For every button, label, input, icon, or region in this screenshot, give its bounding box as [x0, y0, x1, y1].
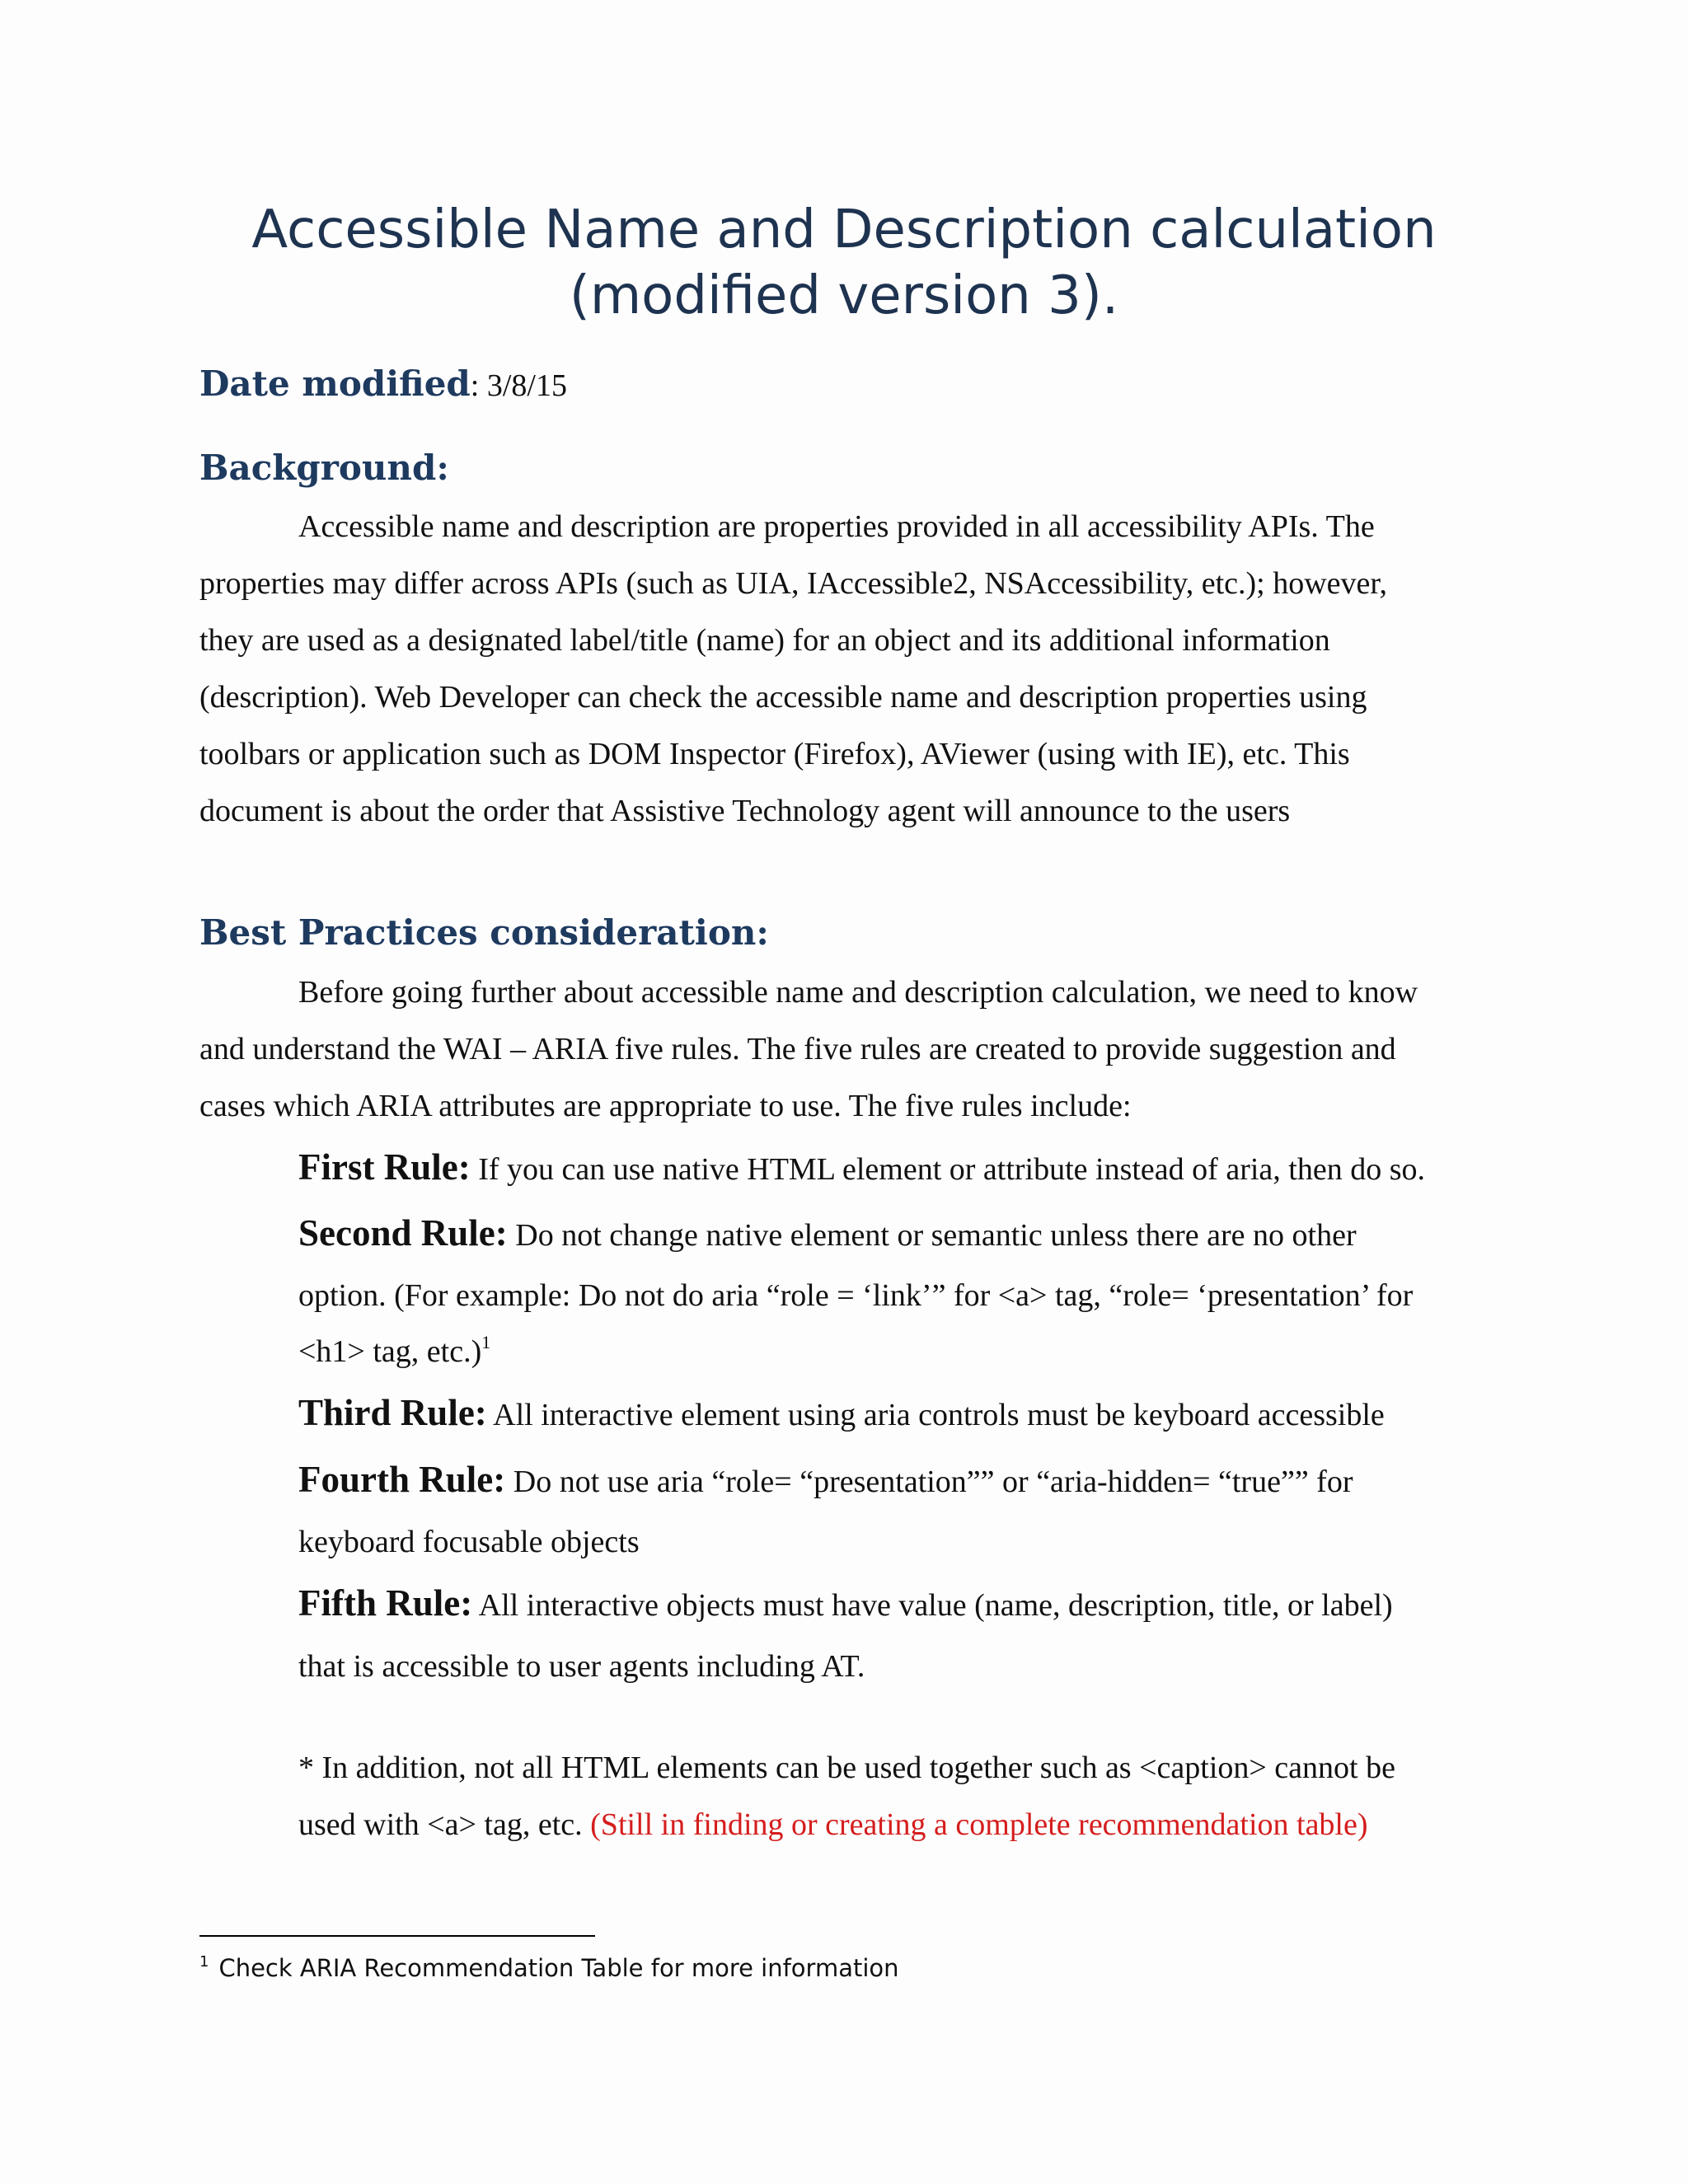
- background-line-4: (description). Web Developer can check the accessible name and description properties using: [199, 680, 1367, 715]
- date-label: Date modified: [199, 363, 471, 404]
- best-practices-line-2: and understand the WAI – ARIA five rules. The five rules are created to provide suggestion and: [199, 1032, 1396, 1066]
- note-line-1: * In addition, not all HTML elements can be used together such as <caption> cannot be: [298, 1750, 1395, 1785]
- rule-first-text: If you can use native HTML element or attribute instead of aria, then do so.: [470, 1152, 1425, 1187]
- rule-second-cont2-text: <h1> tag, etc.): [298, 1334, 482, 1369]
- footnote: [199, 1952, 899, 1985]
- rule-second-text: Do not change native element or semantic unless there are no other: [507, 1218, 1357, 1253]
- rule-second-name: Second Rule:: [298, 1212, 508, 1254]
- rule-first: [298, 1147, 1425, 1189]
- rule-second-continuation-1: option. (For example: Do not do aria “role = ‘link’” for <a> tag, “role= ‘presentation’ for: [298, 1278, 1414, 1313]
- rule-fifth: [298, 1583, 1393, 1625]
- background-line-5: toolbars or application such as DOM Inspector (Firefox), AViewer (using with IE), etc. This: [199, 737, 1350, 771]
- background-line-1: Accessible name and description are properties provided in all accessibility APIs. The: [298, 509, 1375, 544]
- footnote-reference: 1: [481, 1332, 491, 1352]
- rule-third-text: All interactive element using aria controls must be keyboard accessible: [486, 1398, 1385, 1432]
- rule-second-continuation-2: [298, 1332, 490, 1371]
- background-line-3: they are used as a designated label/title (name) for an object and its additional information: [199, 623, 1330, 658]
- best-practices-line-1: Before going further about accessible name and description calculation, we need to know: [298, 975, 1418, 1010]
- rule-second: [298, 1213, 1357, 1255]
- note-red-remark: (Still in finding or creating a complete recommendation table): [590, 1807, 1368, 1842]
- background-line-6: document is about the order that Assistive Technology agent will announce to the users: [199, 794, 1291, 828]
- rule-third: [298, 1393, 1385, 1435]
- rule-fourth: [298, 1460, 1353, 1502]
- best-practices-line-3: cases which ARIA attributes are appropriate to use. The five rules include:: [199, 1089, 1132, 1123]
- rule-fourth-text: Do not use aria “role= “presentation”” or “aria-hidden= “true”” for: [505, 1465, 1353, 1499]
- background-heading: Background:: [199, 448, 449, 488]
- rule-fifth-name: Fifth Rule:: [298, 1582, 473, 1624]
- document-title-line-1: Accessible Name and Description calculation: [251, 199, 1437, 260]
- note-line-2: [298, 1805, 1368, 1844]
- rule-fifth-continuation: that is accessible to user agents including AT.: [298, 1649, 865, 1684]
- footnote-separator: [199, 1935, 595, 1937]
- note-line-2-text: used with <a> tag, etc.: [298, 1807, 591, 1842]
- best-practices-heading: Best Practices consideration:: [199, 912, 769, 953]
- document-title-line-2: (modified version 3).: [569, 265, 1119, 326]
- footnote-number: 1: [199, 1953, 209, 1971]
- date-value: : 3/8/15: [470, 368, 567, 403]
- date-modified: [199, 361, 567, 409]
- footnote-text: Check ARIA Recommendation Table for more information: [218, 1954, 899, 1982]
- background-line-2: properties may differ across APIs (such as UIA, IAccessible2, NSAccessibility, etc.); however,: [199, 566, 1388, 601]
- rule-fifth-text: All interactive objects must have value (name, description, title, or label): [472, 1588, 1393, 1623]
- rule-fourth-continuation: keyboard focusable objects: [298, 1525, 640, 1559]
- rule-third-name: Third Rule:: [298, 1392, 487, 1433]
- rule-first-name: First Rule:: [298, 1146, 471, 1188]
- rule-fourth-name: Fourth Rule:: [298, 1459, 506, 1500]
